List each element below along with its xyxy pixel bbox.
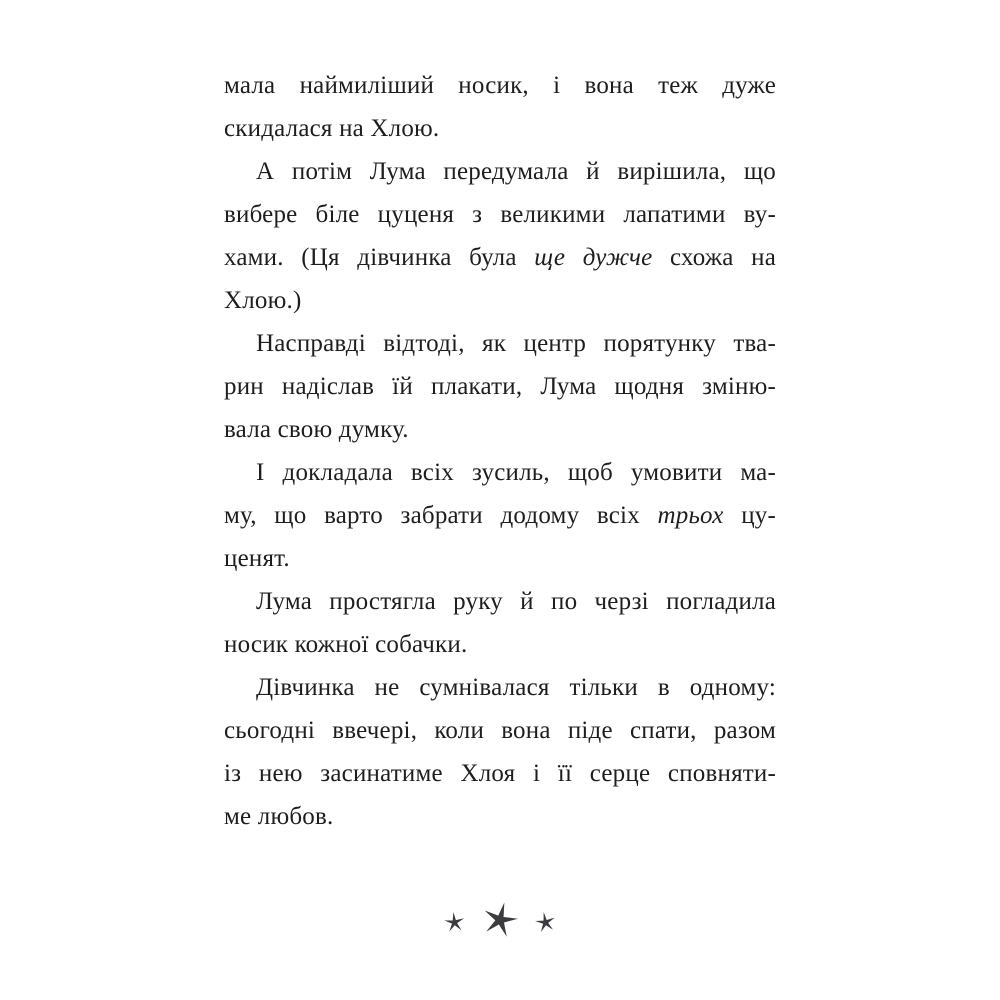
- text-line: [224, 107, 776, 150]
- text-segment: Насправді відтоді, як центр порятунку тва-: [256, 330, 776, 357]
- star-icon: [533, 910, 557, 934]
- text-line: [224, 236, 776, 279]
- text-segment: А потім Лума передумала й вирішила, що: [256, 158, 776, 185]
- text-segment: му, що варто забрати додому всіх: [224, 502, 658, 529]
- text-line: [224, 494, 776, 537]
- text-segment: рин надіслав їй плакати, Лума щодня зміню-: [224, 373, 776, 400]
- text-segment: Лума простягла руку й по черзі погладила: [256, 588, 776, 615]
- text-segment: вала свою думку.: [224, 416, 409, 443]
- text-segment: мала наймиліший носик, і вона теж дуже: [224, 72, 776, 99]
- text-segment: вибере біле цуценя з великими лапатими ву-: [224, 201, 776, 228]
- text-line: [224, 193, 776, 236]
- text-line: [224, 150, 776, 193]
- text-segment: ме любов.: [224, 803, 334, 830]
- star-icon: [443, 910, 466, 933]
- text-segment: із нею засинатиме Хлоя і її серце сповняти-: [224, 760, 776, 787]
- star-divider: [224, 896, 776, 948]
- text-segment: носик кожної собачки.: [224, 631, 468, 658]
- text-line: [224, 451, 776, 494]
- text-segment: Хлою.): [224, 287, 302, 314]
- text-segment: схожа на: [652, 244, 776, 271]
- text-line: [224, 537, 776, 580]
- text-line: [224, 709, 776, 752]
- text-segment: скидалася на Хлою.: [224, 115, 440, 142]
- text-line: [224, 322, 776, 365]
- italic-emphasis: трьох: [657, 502, 724, 529]
- star-icon: [478, 898, 522, 942]
- text-segment: цу-: [723, 502, 776, 529]
- text-line: [224, 64, 776, 107]
- text-line: [224, 365, 776, 408]
- italic-emphasis: ще дужче: [534, 244, 653, 271]
- text-segment: хами. (Ця дівчинка була: [224, 244, 535, 271]
- text-segment: Дівчинка не сумнівалася тільки в одному:: [256, 674, 776, 701]
- text-segment: ценят.: [224, 545, 290, 572]
- text-line: [224, 580, 776, 623]
- text-line: [224, 752, 776, 795]
- text-line: [224, 666, 776, 709]
- text-line: [224, 795, 776, 838]
- text-line: [224, 279, 776, 322]
- text-segment: сьогодні ввечері, коли вона піде спати, разом: [224, 717, 776, 744]
- text-line: [224, 623, 776, 666]
- text-block: [224, 64, 776, 838]
- text-segment: І докладала всіх зусиль, щоб умовити ма-: [256, 459, 776, 486]
- text-line: [224, 408, 776, 451]
